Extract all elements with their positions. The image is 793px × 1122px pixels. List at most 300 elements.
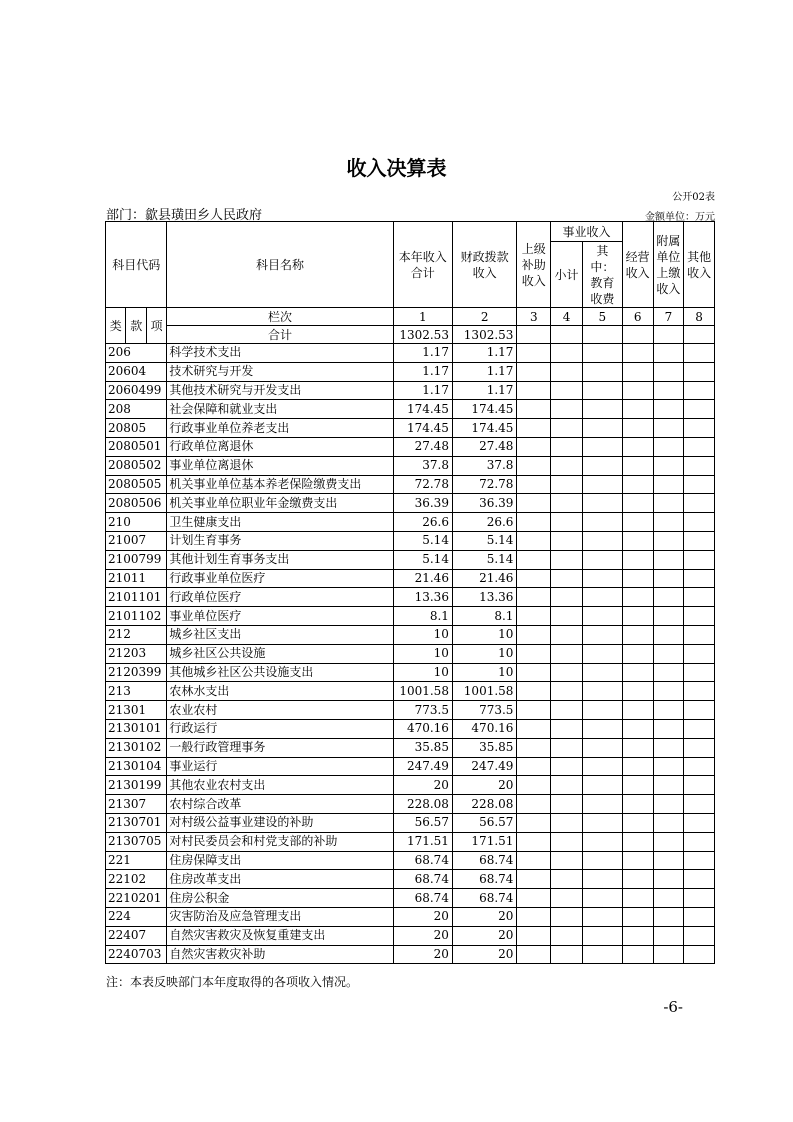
empty-cell <box>551 419 583 438</box>
empty-cell <box>622 889 653 908</box>
empty-cell <box>582 719 622 738</box>
empty-cell <box>653 907 684 926</box>
empty-cell <box>684 945 715 964</box>
empty-cell <box>622 719 653 738</box>
empty-cell <box>653 926 684 945</box>
empty-cell <box>653 569 684 588</box>
empty-cell <box>582 776 622 795</box>
header-lei: 类 <box>106 308 126 344</box>
empty-cell <box>684 889 715 908</box>
empty-cell <box>551 494 583 513</box>
table-row <box>106 644 715 663</box>
header-xiang: 项 <box>146 308 166 344</box>
empty-cell <box>653 945 684 964</box>
fiscal-cell: 174.45 <box>452 419 516 438</box>
empty-cell <box>582 437 622 456</box>
total-income-cell: 56.57 <box>393 813 452 832</box>
total-income-value: 1302.53 <box>393 326 452 344</box>
empty-cell <box>684 456 715 475</box>
empty-cell <box>517 362 551 381</box>
total-income-cell: 20 <box>393 907 452 926</box>
footnote: 注：本表反映部门本年度取得的各项收入情况。 <box>106 975 359 989</box>
subject-code-cell: 2240703 <box>106 945 167 964</box>
empty-cell <box>653 832 684 851</box>
empty-cell <box>622 851 653 870</box>
fiscal-cell: 68.74 <box>452 851 516 870</box>
empty-cell <box>622 437 653 456</box>
subject-code-cell: 208 <box>106 400 167 419</box>
empty-cell <box>653 437 684 456</box>
empty-cell <box>551 344 583 363</box>
empty-cell <box>517 682 551 701</box>
subject-name-cell: 技术研究与开发 <box>167 362 393 381</box>
subject-name-cell: 住房公积金 <box>167 889 393 908</box>
total-income-cell: 68.74 <box>393 870 452 889</box>
empty-cell <box>551 870 583 889</box>
empty-cell <box>653 362 684 381</box>
empty-cell <box>622 607 653 626</box>
empty-cell <box>653 644 684 663</box>
empty-cell <box>517 419 551 438</box>
total-income-cell: 247.49 <box>393 757 452 776</box>
empty-cell <box>684 569 715 588</box>
header-total-income: 本年收入合计 <box>393 222 452 308</box>
subject-name-cell: 事业单位离退休 <box>167 456 393 475</box>
income-table <box>105 221 715 964</box>
subject-name-cell: 对村民委员会和村党支部的补助 <box>167 832 393 851</box>
empty-cell <box>517 926 551 945</box>
empty-cell <box>684 738 715 757</box>
table-row <box>106 494 715 513</box>
table-row <box>106 437 715 456</box>
empty-cell <box>582 757 622 776</box>
col-num: 1 <box>393 308 452 326</box>
empty-cell <box>517 945 551 964</box>
header-fiscal: 财政拨款收入 <box>452 222 516 308</box>
subject-code-cell: 206 <box>106 344 167 363</box>
subject-name-cell: 一般行政管理事务 <box>167 738 393 757</box>
fiscal-cell: 72.78 <box>452 475 516 494</box>
empty-cell <box>653 738 684 757</box>
empty-cell <box>517 475 551 494</box>
empty-cell <box>684 870 715 889</box>
empty-cell <box>622 776 653 795</box>
total-income-cell: 72.78 <box>393 475 452 494</box>
header-subtotal: 小计 <box>551 242 583 308</box>
total-income-cell: 1.17 <box>393 344 452 363</box>
empty-cell <box>517 344 551 363</box>
total-income-cell: 1.17 <box>393 381 452 400</box>
empty-cell <box>551 362 583 381</box>
empty-cell <box>582 907 622 926</box>
total-income-cell: 470.16 <box>393 719 452 738</box>
empty-cell <box>517 776 551 795</box>
total-income-cell: 5.14 <box>393 550 452 569</box>
fiscal-cell: 1.17 <box>452 344 516 363</box>
table-row <box>106 419 715 438</box>
empty-cell <box>653 889 684 908</box>
subject-code-cell: 224 <box>106 907 167 926</box>
empty-cell <box>551 644 583 663</box>
fiscal-cell: 247.49 <box>452 757 516 776</box>
total-income-cell: 174.45 <box>393 400 452 419</box>
subject-code-cell: 2130101 <box>106 719 167 738</box>
empty-cell <box>653 344 684 363</box>
empty-cell <box>517 738 551 757</box>
subject-code-cell: 2120399 <box>106 663 167 682</box>
empty-cell <box>653 757 684 776</box>
empty-cell <box>684 381 715 400</box>
empty-cell <box>517 550 551 569</box>
empty-cell <box>684 644 715 663</box>
empty-cell <box>551 569 583 588</box>
table-row <box>106 456 715 475</box>
subject-name-cell: 住房保障支出 <box>167 851 393 870</box>
empty-cell <box>684 419 715 438</box>
empty-cell <box>551 513 583 532</box>
subject-name-cell: 农村综合改革 <box>167 795 393 814</box>
empty-cell <box>517 870 551 889</box>
empty-cell <box>517 513 551 532</box>
table-row <box>106 701 715 720</box>
fiscal-cell: 27.48 <box>452 437 516 456</box>
table-row <box>106 400 715 419</box>
subject-code-cell: 21007 <box>106 531 167 550</box>
empty-cell <box>622 832 653 851</box>
empty-cell <box>551 531 583 550</box>
subject-name-cell: 城乡社区公共设施 <box>167 644 393 663</box>
table-code-label: 公开02表 <box>672 192 715 203</box>
subject-code-cell: 21203 <box>106 644 167 663</box>
empty-cell <box>551 926 583 945</box>
empty-cell <box>653 870 684 889</box>
table-row <box>106 851 715 870</box>
empty-cell <box>684 719 715 738</box>
empty-cell <box>551 719 583 738</box>
fiscal-cell: 26.6 <box>452 513 516 532</box>
table-row <box>106 475 715 494</box>
header-superior: 上级补助收入 <box>517 222 551 308</box>
fiscal-cell: 773.5 <box>452 701 516 720</box>
empty-cell <box>684 400 715 419</box>
subject-code-cell: 2130705 <box>106 832 167 851</box>
empty-cell <box>517 795 551 814</box>
subject-code-cell: 2101101 <box>106 588 167 607</box>
table-row <box>106 381 715 400</box>
empty-cell <box>653 663 684 682</box>
empty-cell <box>551 607 583 626</box>
total-income-cell: 27.48 <box>393 437 452 456</box>
total-income-cell: 13.36 <box>393 588 452 607</box>
subject-name-cell: 行政事业单位医疗 <box>167 569 393 588</box>
empty-cell <box>653 701 684 720</box>
table-row <box>106 344 715 363</box>
empty-cell <box>517 569 551 588</box>
empty-cell <box>684 494 715 513</box>
fiscal-cell: 10 <box>452 644 516 663</box>
subject-code-cell: 2130701 <box>106 813 167 832</box>
table-row <box>106 513 715 532</box>
empty-cell <box>517 663 551 682</box>
empty-cell <box>582 644 622 663</box>
empty-cell <box>684 682 715 701</box>
subject-code-cell: 2080505 <box>106 475 167 494</box>
empty-cell <box>551 701 583 720</box>
empty-cell <box>622 644 653 663</box>
empty-cell <box>622 419 653 438</box>
subject-name-cell: 城乡社区支出 <box>167 625 393 644</box>
header-kuan: 款 <box>126 308 146 344</box>
empty-cell <box>582 832 622 851</box>
total-income-cell: 773.5 <box>393 701 452 720</box>
subject-name-cell: 其他计划生育事务支出 <box>167 550 393 569</box>
empty-cell <box>653 531 684 550</box>
empty-cell <box>582 682 622 701</box>
empty-cell <box>622 550 653 569</box>
empty-cell <box>582 400 622 419</box>
empty-cell <box>517 757 551 776</box>
total-label: 合计 <box>167 326 393 344</box>
table-row <box>106 832 715 851</box>
fiscal-cell: 470.16 <box>452 719 516 738</box>
subject-code-cell: 213 <box>106 682 167 701</box>
fiscal-cell: 36.39 <box>452 494 516 513</box>
table-row <box>106 776 715 795</box>
total-income-cell: 10 <box>393 625 452 644</box>
empty-cell <box>517 588 551 607</box>
empty-cell <box>622 513 653 532</box>
empty-cell <box>582 494 622 513</box>
subject-code-cell: 2130102 <box>106 738 167 757</box>
table-row <box>106 588 715 607</box>
subject-name-cell: 农林水支出 <box>167 682 393 701</box>
fiscal-cell: 10 <box>452 663 516 682</box>
fiscal-cell: 171.51 <box>452 832 516 851</box>
empty-cell <box>684 795 715 814</box>
fiscal-cell: 20 <box>452 776 516 795</box>
empty-cell <box>517 701 551 720</box>
subject-name-cell: 住房改革支出 <box>167 870 393 889</box>
empty-cell <box>684 344 715 363</box>
table-row <box>106 531 715 550</box>
subject-name-cell: 机关事业单位职业年金缴费支出 <box>167 494 393 513</box>
empty-cell <box>684 926 715 945</box>
empty-cell <box>622 757 653 776</box>
total-income-cell: 1.17 <box>393 362 452 381</box>
empty-cell <box>582 851 622 870</box>
subject-code-cell: 2130104 <box>106 757 167 776</box>
total-income-cell: 20 <box>393 945 452 964</box>
total-income-cell: 68.74 <box>393 851 452 870</box>
empty-cell <box>582 889 622 908</box>
subject-name-cell: 事业运行 <box>167 757 393 776</box>
empty-cell <box>684 550 715 569</box>
empty-cell <box>684 832 715 851</box>
table-row <box>106 663 715 682</box>
empty-cell <box>622 701 653 720</box>
empty-cell <box>653 400 684 419</box>
subject-name-cell: 灾害防治及应急管理支出 <box>167 907 393 926</box>
empty-cell <box>622 625 653 644</box>
subject-code-cell: 2130199 <box>106 776 167 795</box>
subject-name-cell: 其他农业农村支出 <box>167 776 393 795</box>
subject-code-cell: 2060499 <box>106 381 167 400</box>
total-income-cell: 8.1 <box>393 607 452 626</box>
empty-cell <box>653 776 684 795</box>
empty-cell <box>653 494 684 513</box>
empty-cell <box>517 381 551 400</box>
empty-cell <box>653 851 684 870</box>
empty-cell <box>582 381 622 400</box>
empty-cell <box>517 625 551 644</box>
empty-cell <box>622 588 653 607</box>
empty-cell <box>622 738 653 757</box>
subject-name-cell: 行政事业单位养老支出 <box>167 419 393 438</box>
empty-cell <box>622 475 653 494</box>
empty-cell <box>582 945 622 964</box>
empty-cell <box>684 663 715 682</box>
table-row <box>106 795 715 814</box>
total-income-cell: 26.6 <box>393 513 452 532</box>
empty-cell <box>684 513 715 532</box>
table-row <box>106 889 715 908</box>
total-income-cell: 20 <box>393 776 452 795</box>
empty-cell <box>622 569 653 588</box>
empty-cell <box>622 926 653 945</box>
empty-cell <box>551 550 583 569</box>
empty-cell <box>517 494 551 513</box>
empty-cell <box>684 607 715 626</box>
fiscal-cell: 1.17 <box>452 381 516 400</box>
empty-cell <box>517 400 551 419</box>
empty-cell <box>582 607 622 626</box>
empty-cell <box>582 701 622 720</box>
table-row <box>106 926 715 945</box>
empty-cell <box>551 832 583 851</box>
fiscal-cell: 228.08 <box>452 795 516 814</box>
subject-name-cell: 行政运行 <box>167 719 393 738</box>
subject-name-cell: 对村级公益事业建设的补助 <box>167 813 393 832</box>
subject-code-cell: 20805 <box>106 419 167 438</box>
empty-cell <box>622 344 653 363</box>
subject-name-cell: 事业单位医疗 <box>167 607 393 626</box>
fiscal-cell: 5.14 <box>452 531 516 550</box>
empty-cell <box>653 475 684 494</box>
subject-code-cell: 22102 <box>106 870 167 889</box>
table-row <box>106 682 715 701</box>
fiscal-cell: 68.74 <box>452 889 516 908</box>
fiscal-cell: 21.46 <box>452 569 516 588</box>
fiscal-cell: 10 <box>452 625 516 644</box>
empty-cell <box>551 437 583 456</box>
empty-cell <box>551 738 583 757</box>
empty-cell <box>582 475 622 494</box>
empty-cell <box>517 907 551 926</box>
subject-name-cell: 行政单位离退休 <box>167 437 393 456</box>
table-row <box>106 907 715 926</box>
subject-name-cell: 自然灾害救灾及恢复重建支出 <box>167 926 393 945</box>
empty-cell <box>582 663 622 682</box>
table-row <box>106 870 715 889</box>
department-label: 部门：歙县璜田乡人民政府 <box>106 208 263 223</box>
total-income-cell: 20 <box>393 926 452 945</box>
subject-name-cell: 卫生健康支出 <box>167 513 393 532</box>
empty-cell <box>582 344 622 363</box>
empty-cell <box>622 381 653 400</box>
header-edu: 其中：教育收费 <box>582 242 622 308</box>
fiscal-cell: 37.8 <box>452 456 516 475</box>
subject-name-cell: 农业农村 <box>167 701 393 720</box>
table-row <box>106 625 715 644</box>
empty-cell <box>517 644 551 663</box>
empty-cell <box>517 531 551 550</box>
table-row <box>106 607 715 626</box>
empty-cell <box>551 663 583 682</box>
table-row <box>106 945 715 964</box>
fiscal-cell: 5.14 <box>452 550 516 569</box>
subject-name-cell: 机关事业单位基本养老保险缴费支出 <box>167 475 393 494</box>
subject-name-cell: 行政单位医疗 <box>167 588 393 607</box>
total-income-cell: 174.45 <box>393 419 452 438</box>
empty-cell <box>653 795 684 814</box>
empty-cell <box>582 738 622 757</box>
empty-cell <box>622 907 653 926</box>
fiscal-cell: 20 <box>452 907 516 926</box>
empty-cell <box>517 889 551 908</box>
header-affiliate: 附属单位上缴收入 <box>653 222 684 308</box>
table-row <box>106 757 715 776</box>
empty-cell <box>582 362 622 381</box>
subject-code-cell: 21307 <box>106 795 167 814</box>
empty-cell <box>653 419 684 438</box>
empty-cell <box>622 795 653 814</box>
total-income-cell: 21.46 <box>393 569 452 588</box>
empty-cell <box>684 475 715 494</box>
empty-cell <box>684 776 715 795</box>
subject-name-cell: 其他技术研究与开发支出 <box>167 381 393 400</box>
empty-cell <box>551 682 583 701</box>
empty-cell <box>653 682 684 701</box>
fiscal-cell: 35.85 <box>452 738 516 757</box>
subject-code-cell: 21011 <box>106 569 167 588</box>
subject-name-cell: 社会保障和就业支出 <box>167 400 393 419</box>
subject-code-cell: 210 <box>106 513 167 532</box>
page-title: 收入决算表 <box>346 156 447 180</box>
subject-code-cell: 2100799 <box>106 550 167 569</box>
subject-code-cell: 21301 <box>106 701 167 720</box>
empty-cell <box>517 456 551 475</box>
header-column-no: 栏次 <box>167 308 393 326</box>
fiscal-cell: 68.74 <box>452 870 516 889</box>
empty-cell <box>517 607 551 626</box>
empty-cell <box>684 588 715 607</box>
empty-cell <box>622 945 653 964</box>
subject-code-cell: 212 <box>106 625 167 644</box>
empty-cell <box>653 381 684 400</box>
col-num: 2 <box>452 308 516 326</box>
empty-cell <box>551 400 583 419</box>
table-row <box>106 719 715 738</box>
empty-cell <box>551 851 583 870</box>
empty-cell <box>551 588 583 607</box>
fiscal-cell: 20 <box>452 926 516 945</box>
empty-cell <box>551 795 583 814</box>
empty-cell <box>551 889 583 908</box>
empty-cell <box>653 456 684 475</box>
total-fiscal-value: 1302.53 <box>452 326 516 344</box>
table-row <box>106 813 715 832</box>
empty-cell <box>582 550 622 569</box>
